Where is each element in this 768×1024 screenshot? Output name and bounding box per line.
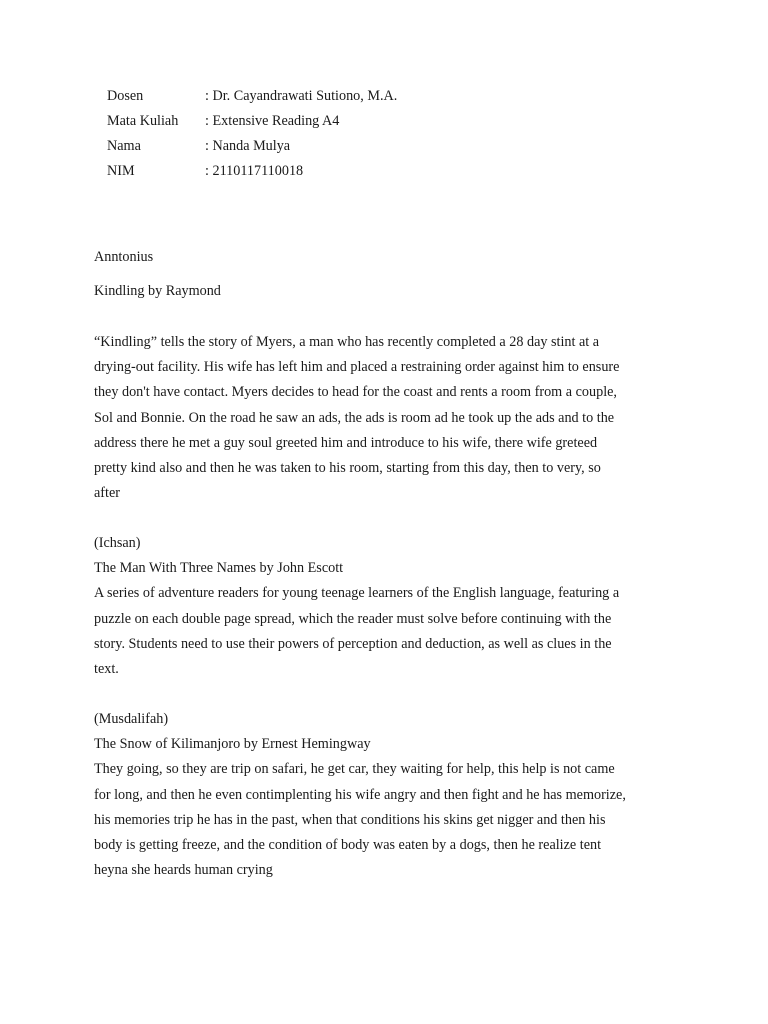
meta-value: : Dr. Cayandrawati Sutiono, M.A.: [205, 88, 398, 104]
meta-value: : Nanda Mulya: [205, 138, 291, 154]
body-line: body is getting freeze, and the condition of body was eaten by a dogs, then he realize tent: [94, 836, 602, 853]
body-line: “Kindling” tells the story of Myers, a man who has recently completed a 28 day stint at a: [94, 334, 600, 350]
meta-label: Dosen: [107, 88, 144, 104]
section3-title: The Snow of Kilimanjoro by Ernest Hemingway: [94, 736, 371, 753]
section3-author: (Musdalifah): [94, 711, 169, 727]
body-line: Sol and Bonnie. On the road he saw an ads, the ads is room ad he took up the ads and to the: [94, 409, 615, 426]
body-line: puzzle on each double page spread, which the reader must solve before continuing with the: [94, 610, 612, 627]
section1-author: Anntonius: [94, 249, 154, 265]
body-line: for long, and then he even contimplenting his wife angry and then fight and he has memorize,: [94, 786, 626, 803]
section2-author: (Ichsan): [94, 535, 141, 551]
meta-value: : 2110117110018: [205, 163, 304, 179]
meta-label: NIM: [107, 163, 135, 179]
body-line: They going, so they are trip on safari, he get car, they waiting for help, this help is not came: [94, 761, 615, 778]
body-line: they don't have contact. Myers decides to head for the coast and rents a room from a couple,: [94, 384, 617, 401]
meta-row-dosen: [107, 86, 397, 106]
meta-label: Nama: [107, 138, 141, 154]
section1-body: [94, 330, 684, 506]
body-line: drying-out facility. His wife has left him and placed a restraining order against him to ensure: [94, 359, 620, 376]
body-line: address there he met a guy soul greeted him and introduce to his wife, there wife greteed: [94, 434, 598, 451]
body-line: story. Students need to use their powers of perception and deduction, as well as clues in the: [94, 635, 612, 652]
body-line: A series of adventure readers for young teenage learners of the English language, featuring a: [94, 585, 620, 602]
meta-row-mata-kuliah: [107, 111, 339, 131]
meta-row-nama: [107, 136, 290, 156]
meta-value: : Extensive Reading A4: [205, 113, 340, 129]
section2: [94, 531, 684, 682]
meta-row-nim: [107, 161, 303, 181]
section2-title: The Man With Three Names by John Escott: [94, 560, 344, 577]
body-line: heyna she heards human crying: [94, 862, 273, 879]
section3: [94, 707, 684, 883]
body-line: his memories trip he has in the past, when that conditions his skins get nigger and then his: [94, 811, 606, 828]
body-line: text.: [94, 660, 119, 677]
body-line: after: [94, 485, 120, 502]
body-line: pretty kind also and then he was taken to his room, starting from this day, then to very, so: [94, 459, 601, 476]
meta-label: Mata Kuliah: [107, 113, 179, 129]
section1-title: Kindling by Raymond: [94, 283, 221, 299]
